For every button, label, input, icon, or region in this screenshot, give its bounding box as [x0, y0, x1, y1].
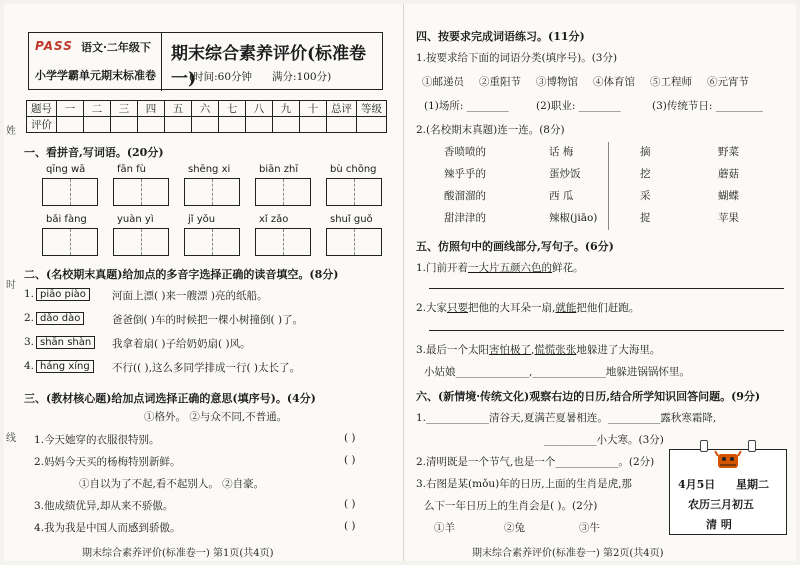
s6-q1: 1.____________清谷天,夏满芒夏暑相连。__________露秋寒霜降,: [416, 412, 717, 424]
brand-logo: PASS: [35, 39, 73, 53]
section-1-heading: 一、看拼音,写词语。(20分): [24, 146, 164, 159]
pinyin-label: qīng wā: [46, 164, 86, 175]
answer-line[interactable]: [429, 330, 784, 331]
s6-q3a: 3.右图是某(mǒu)年的日历,上面的生肖是虎,那: [416, 478, 632, 490]
pinyin-label: bù chōng: [330, 164, 377, 175]
match-item-col1[interactable]: 香喷喷的: [444, 146, 486, 158]
polyphone-sentence[interactable]: 爸爸倒( )车的时候把一棵小树撞倒( )了。: [112, 314, 304, 326]
pinyin-options: piāo piào: [36, 288, 90, 301]
writing-box[interactable]: [113, 178, 169, 206]
score-header-cell: 六: [192, 101, 219, 117]
section-3-heading: 三、(教材核心题)给加点词选择正确的意思(填序号)。(4分): [24, 392, 316, 405]
writing-box[interactable]: [255, 228, 311, 256]
options-2: ①自以为了不起,看不起别人。 ②自豪。: [79, 478, 265, 490]
pinyin-label: xǐ zǎo: [259, 214, 289, 225]
cal-term: 清 明: [706, 518, 732, 531]
tiger-icon: [710, 448, 746, 472]
pinyin-label: fān fù: [117, 164, 147, 175]
score-cell[interactable]: [273, 117, 300, 133]
score-row-label: 评价: [27, 117, 57, 133]
cal-weekday: 星期二: [736, 478, 769, 491]
writing-box[interactable]: [184, 178, 240, 206]
choice-1[interactable]: ①羊: [434, 522, 455, 534]
score-header-cell: 二: [84, 101, 111, 117]
s5-q3-blank[interactable]: 小姑娘______________,______________地躲进锅锅怀里。: [424, 366, 690, 378]
s6-q1-end: __________小大寒。(3分): [544, 434, 664, 446]
time-info: (时间:60分钟 满分:100分): [189, 71, 332, 83]
footer-right: 期末综合素养评价(标准卷一) 第2页(共4页): [472, 548, 664, 559]
cat-job: (2)职业: ________: [536, 100, 621, 112]
page-divider: [403, 4, 404, 561]
section-5-heading: 五、仿照句中的画线部分,写句子。(6分): [416, 240, 614, 253]
match-item-col2[interactable]: 话 梅: [549, 146, 574, 158]
s3-item-2: 2.妈妈今天买的杨梅特别新鲜。: [34, 456, 181, 468]
s3-item-4: 4.我为我是中国人而感到骄傲。: [34, 522, 181, 534]
answer-line[interactable]: [429, 288, 784, 289]
score-cell[interactable]: [165, 117, 192, 133]
s4-q2: 2.(名校期末真题)连一连。(8分): [416, 124, 565, 136]
side-label: 姓: [6, 126, 16, 137]
writing-box[interactable]: [184, 228, 240, 256]
score-cell[interactable]: [111, 117, 138, 133]
s5-q3: 3.最后一个太阳害怕极了,慌慌张张地躲进了大海里。: [416, 344, 661, 356]
match-item-col2[interactable]: 蛋炒饭: [549, 168, 581, 180]
series-label: 小学学霸单元期末标准卷: [35, 69, 156, 82]
cat-festival: (3)传统节日: _________: [652, 100, 764, 112]
match-item-col1[interactable]: 辣乎乎的: [444, 168, 486, 180]
grade-label: 语文·二年级下: [81, 41, 151, 54]
writing-box[interactable]: [42, 228, 98, 256]
polyphone-sentence[interactable]: 我拿着扇( )子给奶奶扇( )风。: [112, 338, 251, 350]
score-header-cell: 三: [111, 101, 138, 117]
word-option: ④体育馆: [593, 76, 635, 88]
s4-q1: 1.按要求给下面的词语分类(填序号)。(3分): [416, 52, 618, 64]
s3-item-1: 1.今天她穿的衣服很特别。: [34, 434, 160, 446]
s5-q1: 1.门前开着一大片五颜六色的鲜花。: [416, 262, 584, 274]
score-header-cell: 一: [57, 101, 84, 117]
choice-2[interactable]: ②兔: [504, 522, 525, 534]
answer-paren[interactable]: ( ): [344, 432, 356, 444]
word-option: ①邮递员: [422, 76, 464, 88]
match-item-col4[interactable]: 野菜: [718, 146, 739, 158]
match-item-col3[interactable]: 摘: [640, 146, 651, 158]
score-cell[interactable]: [84, 117, 111, 133]
pinyin-options: háng xíng: [36, 360, 94, 373]
options-1: ①格外。 ②与众不同,不普通。: [144, 411, 288, 423]
cal-date: 4月5日: [678, 478, 716, 491]
side-label: 线: [6, 433, 16, 444]
writing-box[interactable]: [255, 178, 311, 206]
match-item-col1[interactable]: 甜津津的: [444, 212, 486, 224]
writing-box[interactable]: [42, 178, 98, 206]
s5-q2: 2.大家只要把他的大耳朵一扇,就能把他们赶跑。: [416, 302, 640, 314]
polyphone-sentence[interactable]: 不行(( ),这么多同学排成一行( )太长了。: [112, 362, 300, 374]
section-4-heading: 四、按要求完成词语练习。(11分): [416, 30, 585, 43]
pinyin-label: shēng xi: [188, 164, 231, 175]
pinyin-options: dǎo dào: [36, 312, 84, 325]
polyphone-sentence[interactable]: 河面上漂( )来一艘漂 )亮的纸船。: [112, 290, 268, 302]
score-header-cell: 九: [273, 101, 300, 117]
score-cell[interactable]: [246, 117, 273, 133]
section-6-heading: 六、(新情境·传统文化)观察右边的日历,结合所学知识回答问题。(9分): [416, 390, 761, 403]
score-header-cell: 等级: [357, 101, 387, 117]
match-item-col1[interactable]: 酸溜溜的: [444, 190, 486, 202]
item-number: 1.: [24, 288, 35, 300]
pinyin-label: biān zhī: [259, 164, 299, 175]
side-label: 时: [6, 280, 16, 291]
choice-3[interactable]: ③牛: [579, 522, 600, 534]
match-item-col3[interactable]: 挖: [640, 168, 651, 180]
match-item-col3[interactable]: 采: [640, 190, 651, 202]
pinyin-label: yuàn yì: [117, 214, 154, 225]
title-box: [28, 32, 383, 90]
cat-place: (1)场所: ________: [424, 100, 509, 112]
pinyin-label: bǎi fàng: [46, 214, 87, 225]
word-option: ⑥元宵节: [707, 76, 749, 88]
pinyin-label: jǐ yǒu: [188, 214, 216, 225]
exam-sheet: [4, 4, 796, 561]
pinyin-options: shān shàn: [36, 336, 95, 349]
s6-q2: 2.清明既是一个节气,也是一个____________。(2分): [416, 456, 655, 468]
item-number: 3.: [24, 336, 35, 348]
match-item-col2[interactable]: 西 瓜: [549, 190, 574, 202]
section-2-heading: 二、(名校期末真题)给加点的多音字选择正确的读音填空。(8分): [24, 268, 339, 281]
score-cell[interactable]: [192, 117, 219, 133]
score-cell[interactable]: [57, 117, 84, 133]
answer-paren[interactable]: ( ): [344, 520, 356, 532]
pinyin-label: shuǐ guǒ: [330, 214, 373, 225]
match-item-col2[interactable]: 辣椒(jiāo): [549, 212, 598, 224]
writing-box[interactable]: [326, 228, 382, 256]
calendar-card: [669, 449, 787, 535]
word-option: ②重阳节: [479, 76, 521, 88]
answer-paren[interactable]: ( ): [344, 498, 356, 510]
item-number: 4.: [24, 360, 35, 372]
score-header-cell: 题号: [27, 101, 57, 117]
footer-left: 期末综合素养评价(标准卷一) 第1页(共4页): [82, 548, 274, 559]
match-item-col4[interactable]: 蝴蝶: [718, 190, 739, 202]
s3-item-3: 3.他成绩优异,却从来不骄傲。: [34, 500, 174, 512]
score-header-cell: 四: [138, 101, 165, 117]
word-option: ⑤工程师: [650, 76, 692, 88]
page-title: 期末综合素养评价(标准卷一): [171, 44, 367, 89]
score-header-cell: 总评: [327, 101, 357, 117]
score-cell[interactable]: [138, 117, 165, 133]
writing-box[interactable]: [326, 178, 382, 206]
score-header-cell: 八: [246, 101, 273, 117]
match-item-col3[interactable]: 捉: [640, 212, 651, 224]
score-cell[interactable]: [327, 117, 357, 133]
word-option: ③博物馆: [536, 76, 578, 88]
cal-lunar: 农历三月初五: [688, 498, 754, 511]
writing-box[interactable]: [113, 228, 169, 256]
match-item-col4[interactable]: 苹果: [718, 212, 739, 224]
match-divider: [608, 142, 609, 230]
score-cell[interactable]: [300, 117, 327, 133]
answer-paren[interactable]: ( ): [344, 454, 356, 466]
score-header-cell: 十: [300, 101, 327, 117]
score-header-cell: 七: [219, 101, 246, 117]
score-cell[interactable]: [219, 117, 246, 133]
item-number: 2.: [24, 312, 35, 324]
score-header-cell: 五: [165, 101, 192, 117]
score-table: [26, 100, 387, 133]
match-item-col4[interactable]: 蘑菇: [718, 168, 739, 180]
score-cell[interactable]: [357, 117, 387, 133]
s6-q3b: 么下一年日历上的生肖会是( )。(2分): [424, 500, 598, 512]
